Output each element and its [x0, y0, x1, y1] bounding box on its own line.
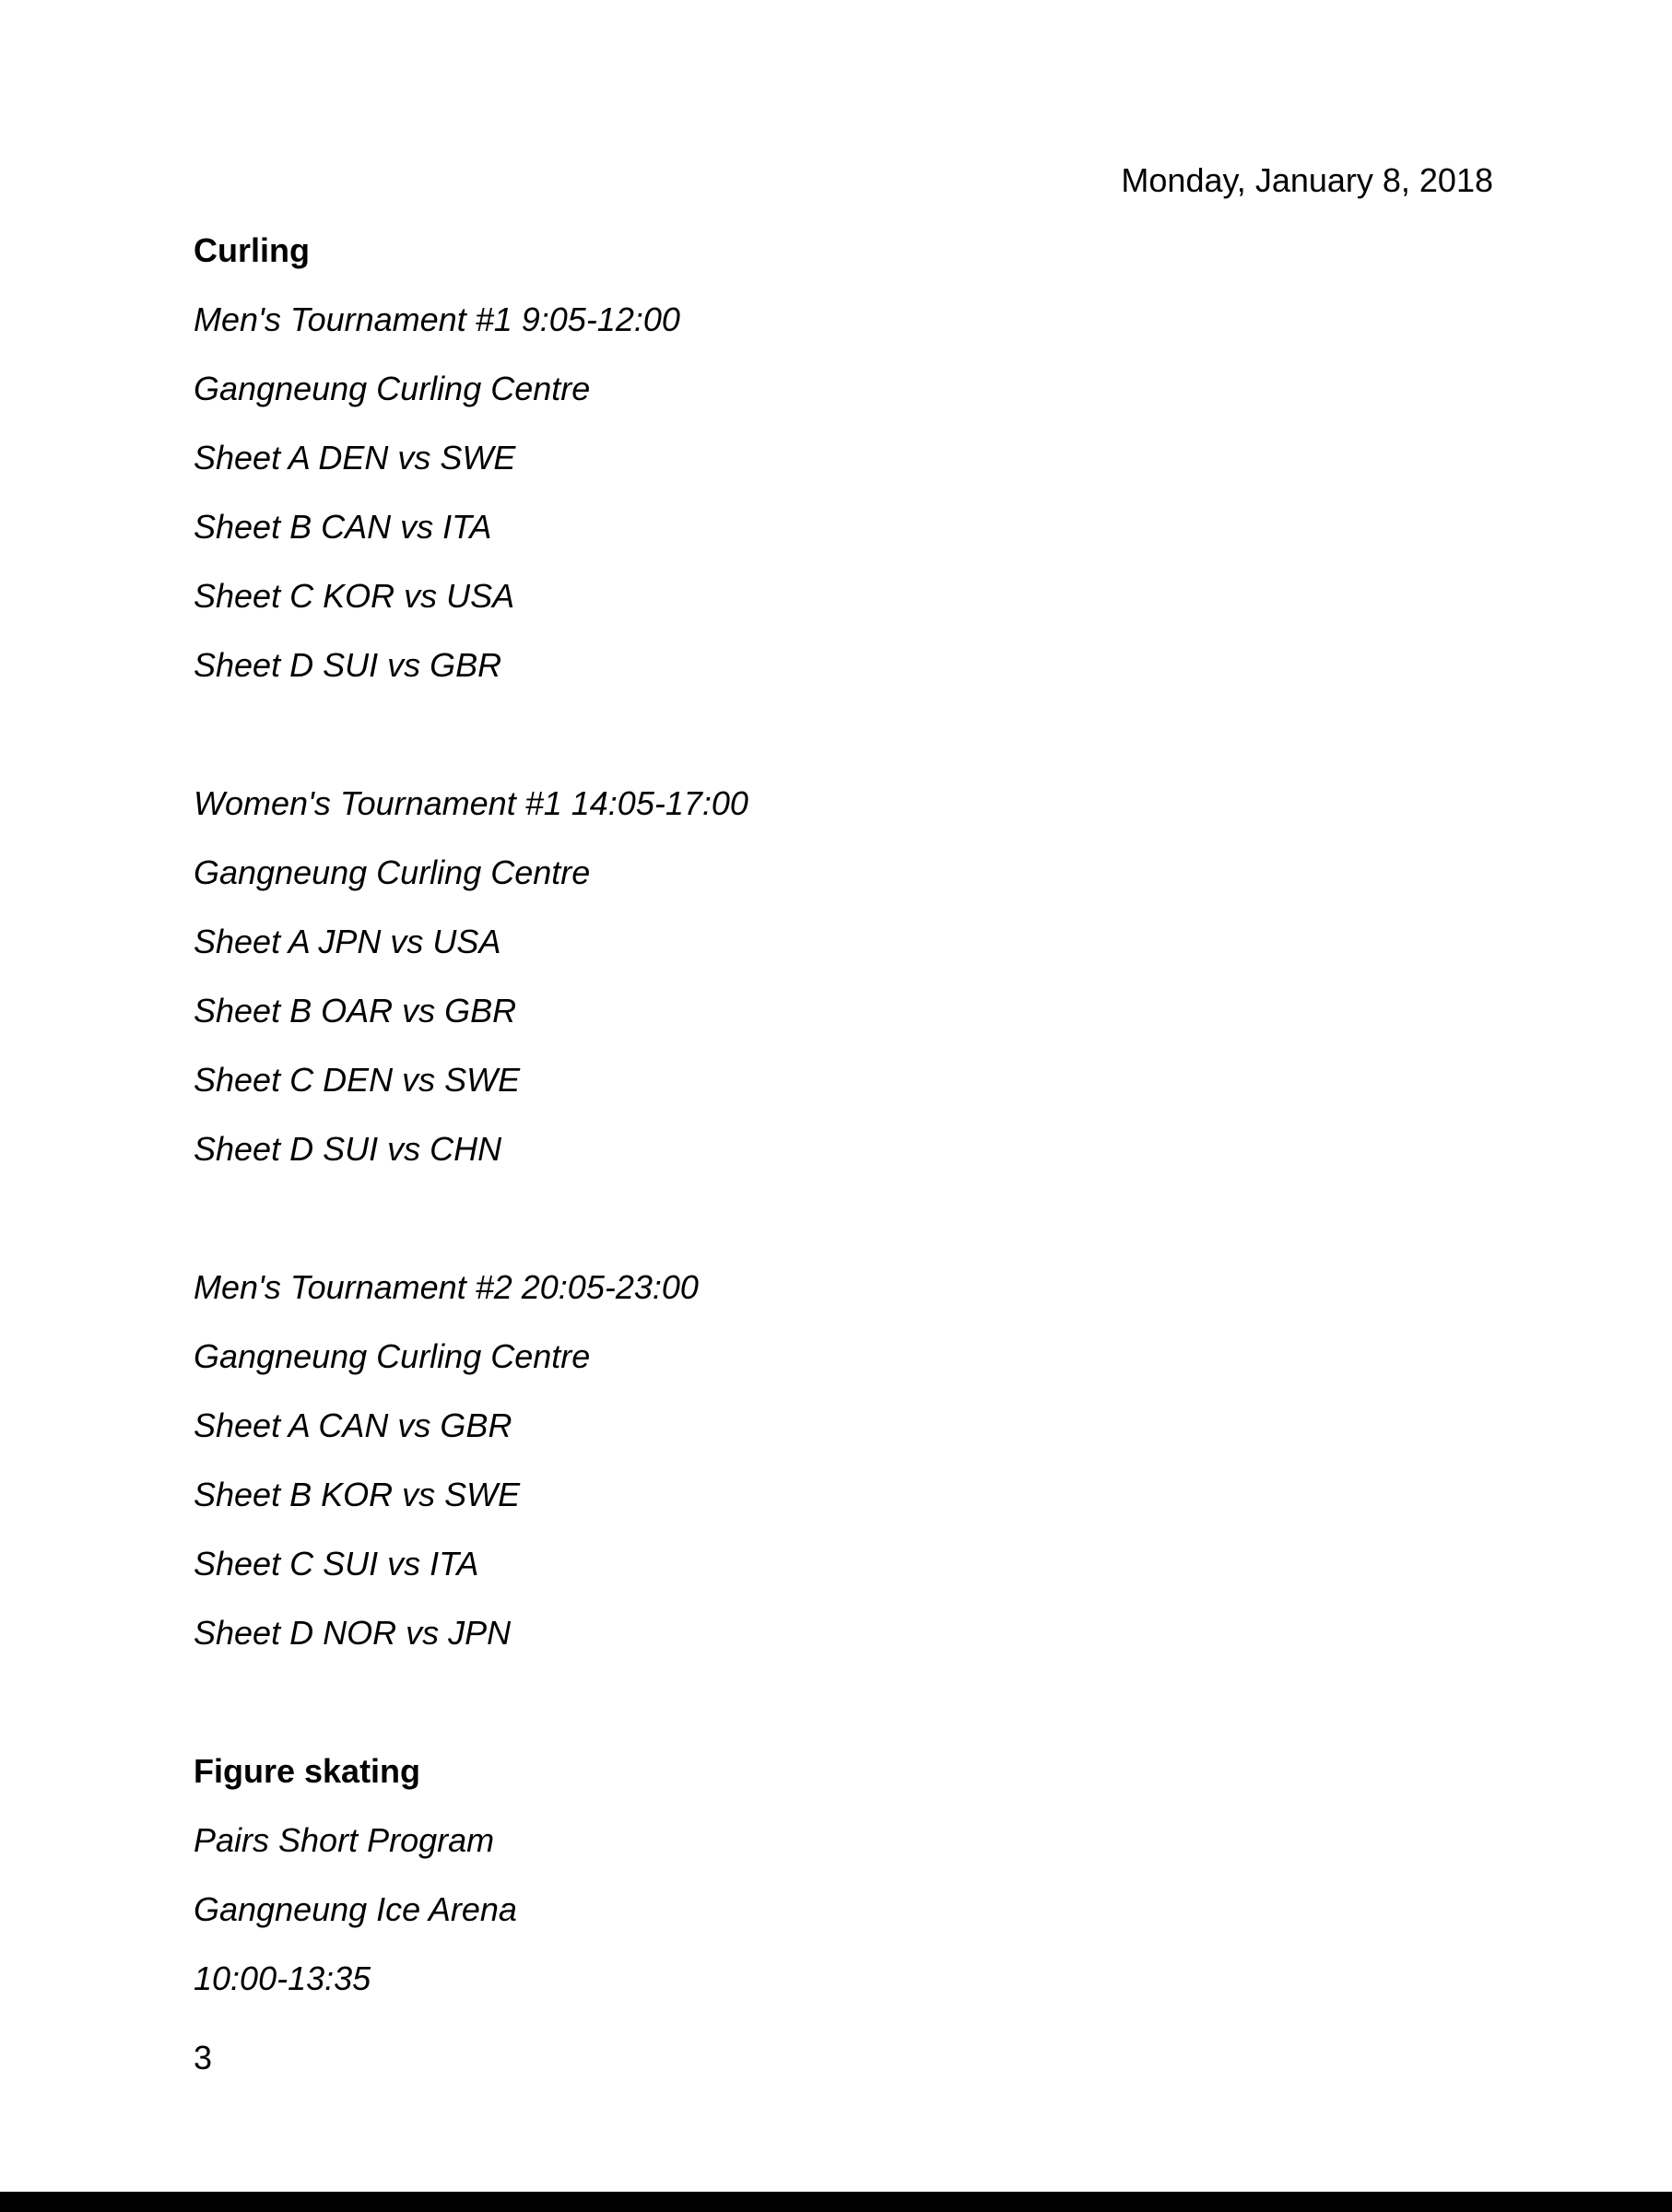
document-date: Monday, January 8, 2018 — [1121, 161, 1493, 199]
game-line: Sheet C DEN vs SWE — [194, 1061, 521, 1099]
game-line: Sheet D SUI vs CHN — [194, 1130, 502, 1168]
curling-session — [194, 1253, 1484, 1667]
event-venue: Gangneung Ice Arena — [194, 1890, 517, 1928]
session-title: Men's Tournament #1 9:05-12:00 — [194, 300, 680, 338]
game-line: Sheet A DEN vs SWE — [194, 439, 516, 477]
game-line: Sheet D NOR vs JPN — [194, 1614, 512, 1652]
bottom-edge-bar — [0, 2192, 1672, 2212]
game-line: Sheet B CAN vs ITA — [194, 508, 492, 546]
event-time: 10:00-13:35 — [194, 1959, 371, 1997]
game-line: Sheet D SUI vs GBR — [194, 646, 502, 684]
game-line: Sheet B KOR vs SWE — [194, 1476, 521, 1513]
page-number: 3 — [194, 2039, 213, 2077]
game-line: Sheet B OAR vs GBR — [194, 992, 517, 1030]
session-venue: Gangneung Curling Centre — [194, 1337, 591, 1375]
event-title: Pairs Short Program — [194, 1821, 495, 1859]
session-venue: Gangneung Curling Centre — [194, 853, 591, 891]
game-line: Sheet A JPN vs USA — [194, 923, 501, 960]
section-heading-figure-skating: Figure skating — [194, 1752, 421, 1790]
game-line: Sheet A CAN vs GBR — [194, 1406, 512, 1444]
section-heading-curling: Curling — [194, 231, 310, 269]
session-title: Men's Tournament #2 20:05-23:00 — [194, 1268, 699, 1306]
game-line: Sheet C SUI vs ITA — [194, 1545, 479, 1583]
curling-session — [194, 769, 1484, 1183]
curling-session — [194, 285, 1484, 700]
blank-line — [194, 1667, 1484, 1736]
schedule-content — [194, 216, 1484, 2013]
session-title: Women's Tournament #1 14:05-17:00 — [194, 784, 748, 822]
blank-line — [194, 1183, 1484, 1253]
session-venue: Gangneung Curling Centre — [194, 370, 591, 407]
blank-line — [194, 700, 1484, 769]
game-line: Sheet C KOR vs USA — [194, 577, 515, 615]
